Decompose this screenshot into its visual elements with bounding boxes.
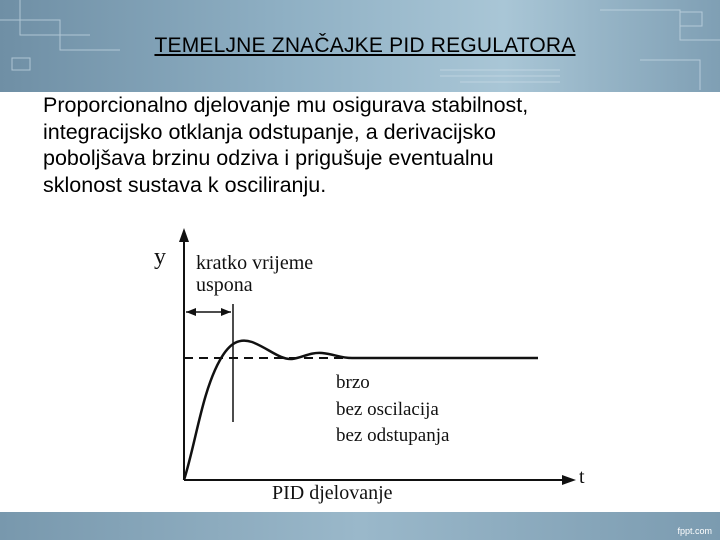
x-axis-arrowhead [562,475,576,485]
slide-title: TEMELJNE ZNAČAJKE PID REGULATORA [154,34,576,57]
y-axis-label: y [154,244,166,270]
rise-time-arrow-left [186,308,196,316]
y-axis-arrowhead [179,228,189,242]
body-line: sklonost sustava k osciliranju. [43,172,327,197]
footer-band [0,512,720,540]
body-line: poboljšava brzinu odziva i prigušuje eventualnu [43,146,494,170]
brand-logo: fppt.com [677,526,712,536]
feature-label: bez oscilacija [336,399,439,420]
rise-time-label: uspona [196,274,253,296]
feature-label: brzo [336,372,370,393]
body-line: Proporcionalno djelovanje mu osigurava stabilnost, [43,93,529,117]
body-line: integracijsko otklanja odstupanje, a derivacijsko [43,119,496,144]
rise-time-arrow-right [221,308,231,316]
x-axis-label: t [579,466,585,488]
feature-label: bez odstupanja [336,425,450,446]
pid-response-diagram [140,222,578,512]
body-paragraph [43,92,703,198]
diagram-caption: PID djelovanje [272,482,393,504]
rise-time-label: kratko vrijeme [196,252,314,274]
